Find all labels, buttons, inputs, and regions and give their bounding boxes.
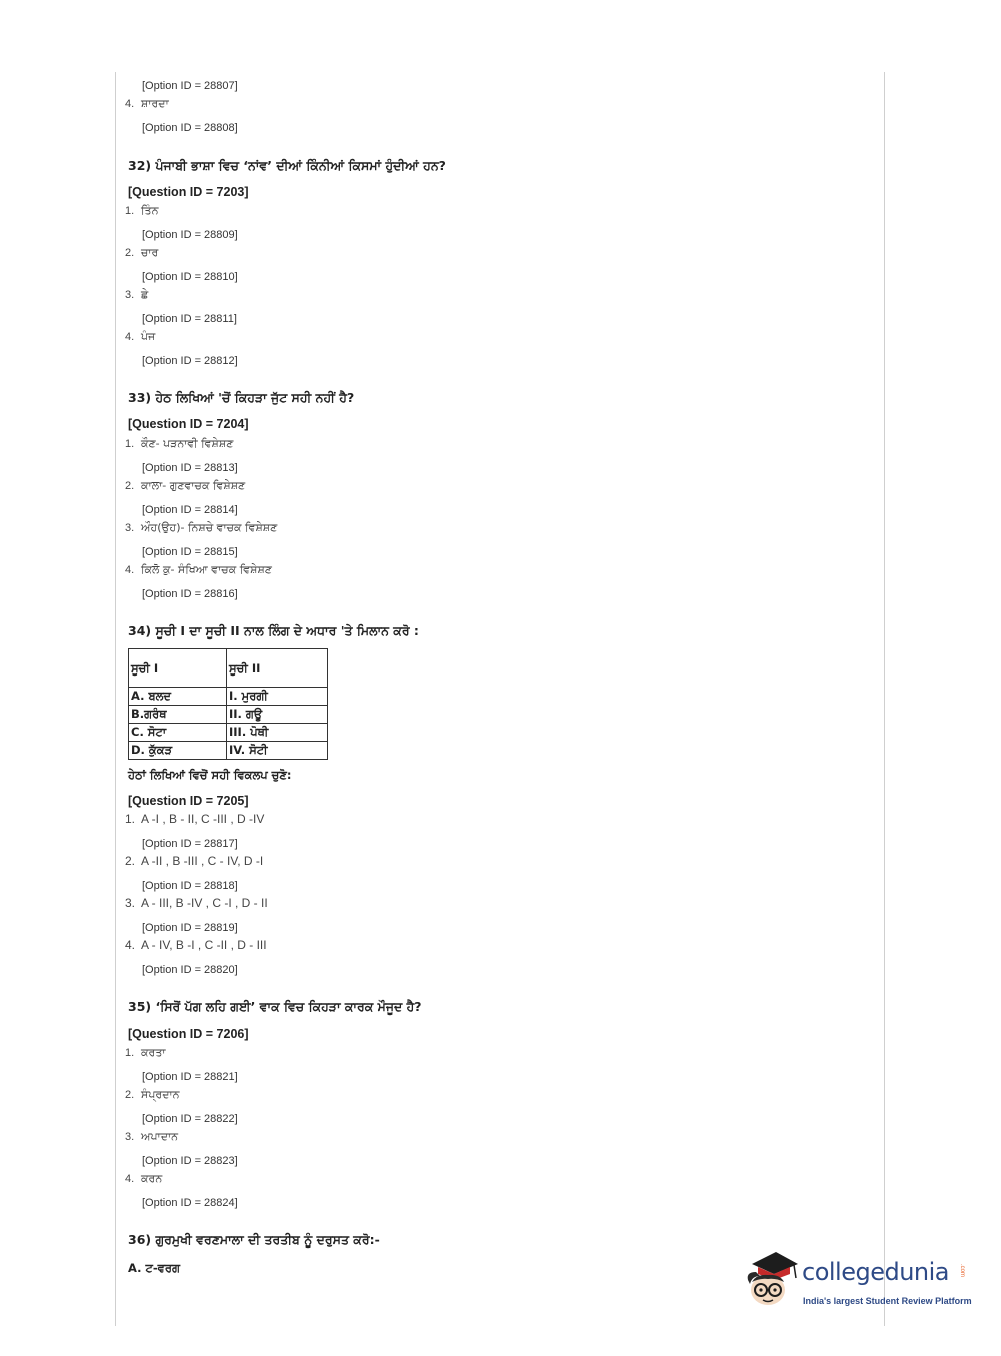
option-item: 2. ਕਾਲਾ- ਗੁਣਵਾਚਕ ਵਿਸ਼ੇਸ਼ਣ [125,479,246,492]
option-item: 3. A - III, B -IV , C -I , D - II [125,896,268,910]
option-item: 4. ਕਿਲੋ ਕੁ- ਸੰਖਿਆ ਵਾਚਕ ਵਿਸ਼ੇਸ਼ਣ [125,563,272,576]
table-cell: B.ਗਰੰਥ [129,706,227,724]
table-row [129,724,328,742]
table-cell: A. ਬਲਦ [129,688,227,706]
question-36-text: 36) ਗੁਰਮੁਖੀ ਵਰਣਮਾਲਾ ਦੀ ਤਰਤੀਬ ਨੂੰ ਦਰੁਸਤ ਕਰੋ:- [128,1232,380,1247]
option-id: [Option ID = 28813] [142,462,238,474]
option-id: [Option ID = 28822] [142,1113,238,1125]
option-id: [Option ID = 28808] [142,122,238,134]
question-33-text: 33) ਹੇਠ ਲਿਖਿਆਂ 'ਚੋਂ ਕਿਹੜਾ ਜੁੱਟ ਸਹੀ ਨਹੀਂ ਹੈ? [128,390,355,405]
collegedunia-logo [742,1250,972,1312]
table-cell: D. ਕੁੱਕੜ [129,742,227,760]
option-item: 4. ਸ਼ਾਰਦਾ [125,97,169,110]
table-header-list-1: ਸੂਚੀ I [129,649,227,688]
option-item: 2. A -II , B -III , C - IV, D -I [125,854,264,868]
option-item: 2. ਸੰਪ੍ਰਦਾਨ [125,1088,180,1101]
table-row [129,742,328,760]
student-mascot-icon [742,1250,800,1312]
option-id: [Option ID = 28821] [142,1071,238,1083]
option-id: [Option ID = 28818] [142,880,238,892]
option-id: [Option ID = 28819] [142,922,238,934]
question-32-id: [Question ID = 7203] [128,185,249,199]
table-cell: II. ਗਊ [227,706,328,724]
question-32-text: 32) ਪੰਜਾਬੀ ਭਾਸ਼ਾ ਵਿਚ ‘ਨਾਂਵ’ ਦੀਆਂ ਕਿੰਨੀਆਂ ਕਿਸਮਾਂ ਹੁੰਦੀਆਂ ਹਨ? [128,158,446,173]
question-35-text: 35) ‘ਸਿਰੋਂ ਪੱਗ ਲਹਿ ਗਈ’ ਵਾਕ ਵਿਚ ਕਿਹੜਾ ਕਾਰਕ ਮੌਜੂਦ ਹੈ? [128,999,422,1014]
option-id: [Option ID = 28824] [142,1197,238,1209]
logo-wordmark: collegedunia [802,1258,950,1286]
table-cell: I. ਮੁਰਗੀ [227,688,328,706]
option-id: [Option ID = 28812] [142,355,238,367]
table-header-list-2: ਸੂਚੀ II [227,649,328,688]
option-id: [Option ID = 28815] [142,546,238,558]
question-36-first-item: A. ਟ-ਵਰਗ [128,1261,180,1275]
option-item: 1. A -I , B - II, C -III , D -IV [125,812,265,826]
option-id: [Option ID = 28807] [142,80,238,92]
option-item: 1. ਤਿੰਨ [125,204,159,217]
table-row [129,688,328,706]
option-id: [Option ID = 28814] [142,504,238,516]
question-35-id: [Question ID = 7206] [128,1027,249,1041]
option-id: [Option ID = 28816] [142,588,238,600]
option-id: [Option ID = 28811] [142,313,237,325]
logo-tagline: India's largest Student Review Platform [803,1296,972,1306]
option-item: 3. ਅਪਾਦਾਨ [125,1130,179,1143]
option-item: 1. ਕੌਣ- ਪੜਨਾਵੀ ਵਿਸ਼ੇਸ਼ਣ [125,437,234,450]
table-cell: III. ਪੋਥੀ [227,724,328,742]
question-34-id: [Question ID = 7205] [128,794,249,808]
option-id: [Option ID = 28820] [142,964,238,976]
option-item: 4. ਪੰਜ [125,330,156,343]
right-margin-rule [884,72,885,1326]
option-item: 4. A - IV, B -I , C -II , D - III [125,938,267,952]
option-item: 4. ਕਰਨ [125,1172,163,1185]
option-item: 3. ਔਹ(ਉਹ)- ਨਿਸ਼ਚੇ ਵਾਚਕ ਵਿਸ਼ੇਸ਼ਣ [125,521,278,534]
logo-suffix: .com [959,1264,965,1278]
question-34-instruction: ਹੇਠਾਂ ਲਿਖਿਆਂ ਵਿਚੋਂ ਸਹੀ ਵਿਕਲਪ ਚੁਣੋ: [128,768,292,782]
left-margin-rule [115,72,116,1326]
question-33-id: [Question ID = 7204] [128,417,249,431]
table-cell: IV. ਸੋਟੀ [227,742,328,760]
option-id: [Option ID = 28817] [142,838,238,850]
option-id: [Option ID = 28810] [142,271,238,283]
option-item: 2. ਚਾਰ [125,246,159,259]
table-cell: C. ਸੋਟਾ [129,724,227,742]
option-item: 1. ਕਰਤਾ [125,1046,166,1059]
option-id: [Option ID = 28809] [142,229,238,241]
table-row [129,706,328,724]
option-id: [Option ID = 28823] [142,1155,238,1167]
matching-table [128,648,328,760]
option-item: 3. ਛੇ [125,288,149,301]
question-34-text: 34) ਸੂਚੀ I ਦਾ ਸੂਚੀ II ਨਾਲ ਲਿੰਗ ਦੇ ਅਧਾਰ 'ਤੇ ਮਿਲਾਨ ਕਰੋ : [128,623,419,638]
